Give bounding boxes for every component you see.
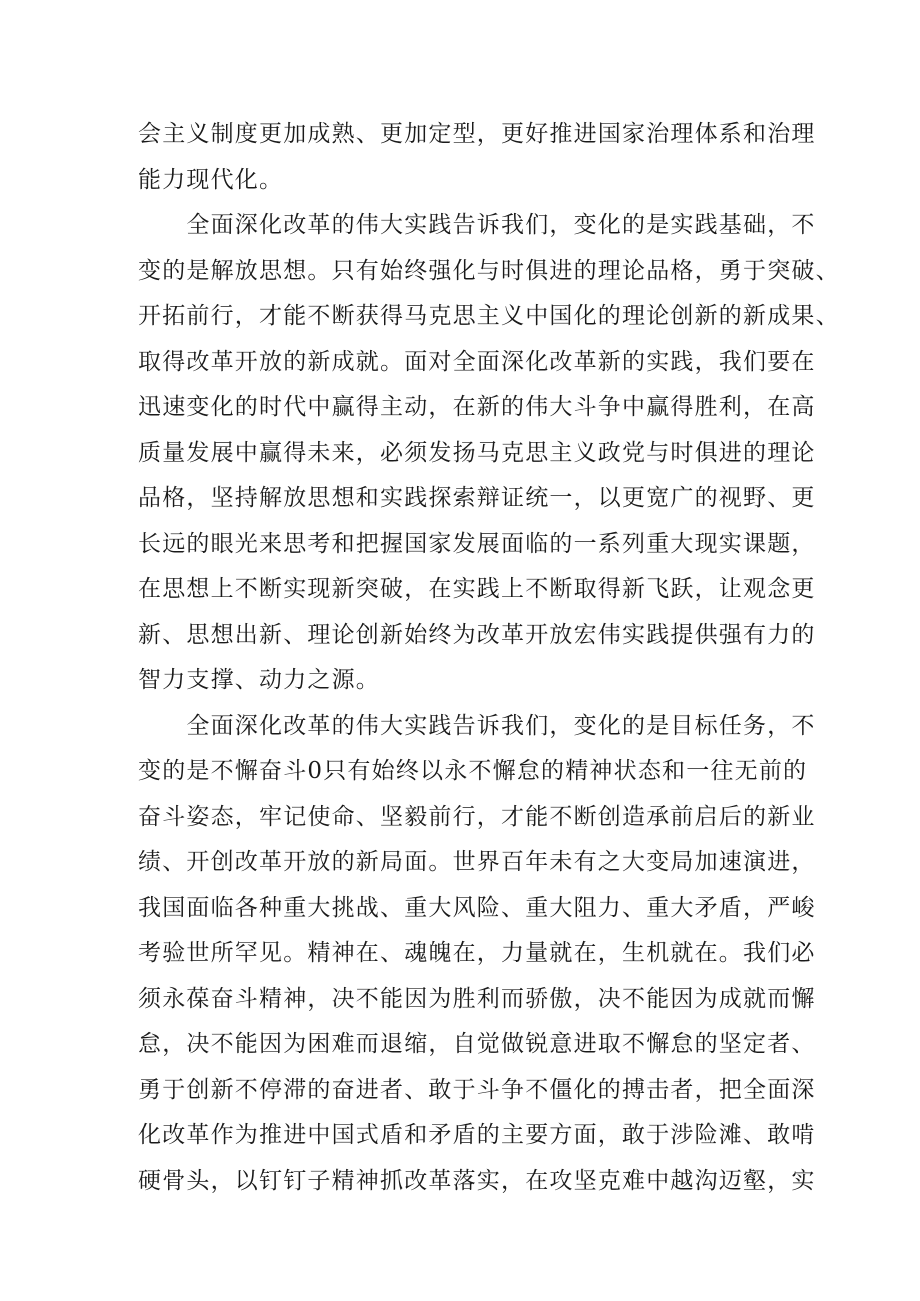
text-line: 奋斗姿态，牢记使命、坚毅前行，才能不断创造承前启后的新业 bbox=[138, 803, 816, 830]
text-line: 变的是不懈奋斗0只有始终以永不懈怠的精神状态和一往无前的 bbox=[138, 758, 808, 784]
text-line: 全面深化改革的伟大实践告诉我们，变化的是实践基础，不 bbox=[138, 212, 816, 238]
text-line: 我国面临各种重大挑战、重大风险、重大阻力、重大矛盾，严峻 bbox=[138, 894, 816, 921]
document-body bbox=[138, 112, 840, 1204]
paragraph bbox=[138, 112, 816, 203]
text-line: 变的是解放思想。只有始终强化与时俱进的理论品格，勇于突破、 bbox=[138, 257, 840, 284]
text-line: 考验世所罕见。精神在、魂魄在，力量就在，生机就在。我们必 bbox=[138, 940, 816, 966]
text-line: 质量发展中赢得未来，必须发扬马克思主义政党与时俱进的理论 bbox=[138, 439, 816, 466]
text-line: 品格，坚持解放思想和实践探索辩证统一，以更宽广的视野、更 bbox=[138, 485, 816, 511]
text-line: 长远的眼光来思考和把握国家发展面临的一系列重大现实课题， bbox=[138, 530, 816, 557]
text-line: 在思想上不断实现新突破，在实践上不断取得新飞跃，让观念更 bbox=[138, 576, 816, 602]
text-line: 会主义制度更加成熟、更加定型，更好推进国家治理体系和治理 bbox=[138, 121, 816, 147]
text-line: 智力支撑、动力之源。 bbox=[138, 667, 380, 693]
paragraph bbox=[138, 203, 840, 704]
text-line: 全面深化改革的伟大实践告诉我们，变化的是目标任务，不 bbox=[138, 712, 816, 739]
text-line: 能力现代化。 bbox=[138, 166, 284, 193]
text-line: 取得改革开放的新成就。面对全面深化改革新的实践，我们要在 bbox=[138, 348, 816, 375]
paragraph bbox=[138, 704, 816, 1205]
text-line: 化改革作为推进中国式盾和矛盾的主要方面，敢于涉险滩、敢啃 bbox=[138, 1122, 816, 1148]
text-line: 硬骨头，以钉钉子精神抓改革落实，在攻坚克难中越沟迈壑，实 bbox=[138, 1167, 816, 1194]
text-line: 怠，决不能因为困难而退缩，自觉做锐意进取不懈怠的坚定者、 bbox=[138, 1031, 816, 1057]
text-line: 迅速变化的时代中赢得主动，在新的伟大斗争中赢得胜利，在高 bbox=[138, 394, 816, 420]
text-line: 勇于创新不停滞的奋进者、敢于斗争不僵化的搏击者，把全面深 bbox=[138, 1076, 816, 1103]
text-line: 绩、开创改革开放的新局面。世界百年未有之大变局加速演进， bbox=[138, 849, 816, 875]
text-line: 须永葆奋斗精神，决不能因为胜利而骄傲，决不能因为成就而懈 bbox=[138, 985, 816, 1012]
text-line: 新、思想出新、理论创新始终为改革开放宏伟实践提供强有力的 bbox=[138, 621, 816, 648]
text-line: 开拓前行，才能不断获得马克思主义中国化的理论创新的新成果、 bbox=[138, 303, 840, 329]
